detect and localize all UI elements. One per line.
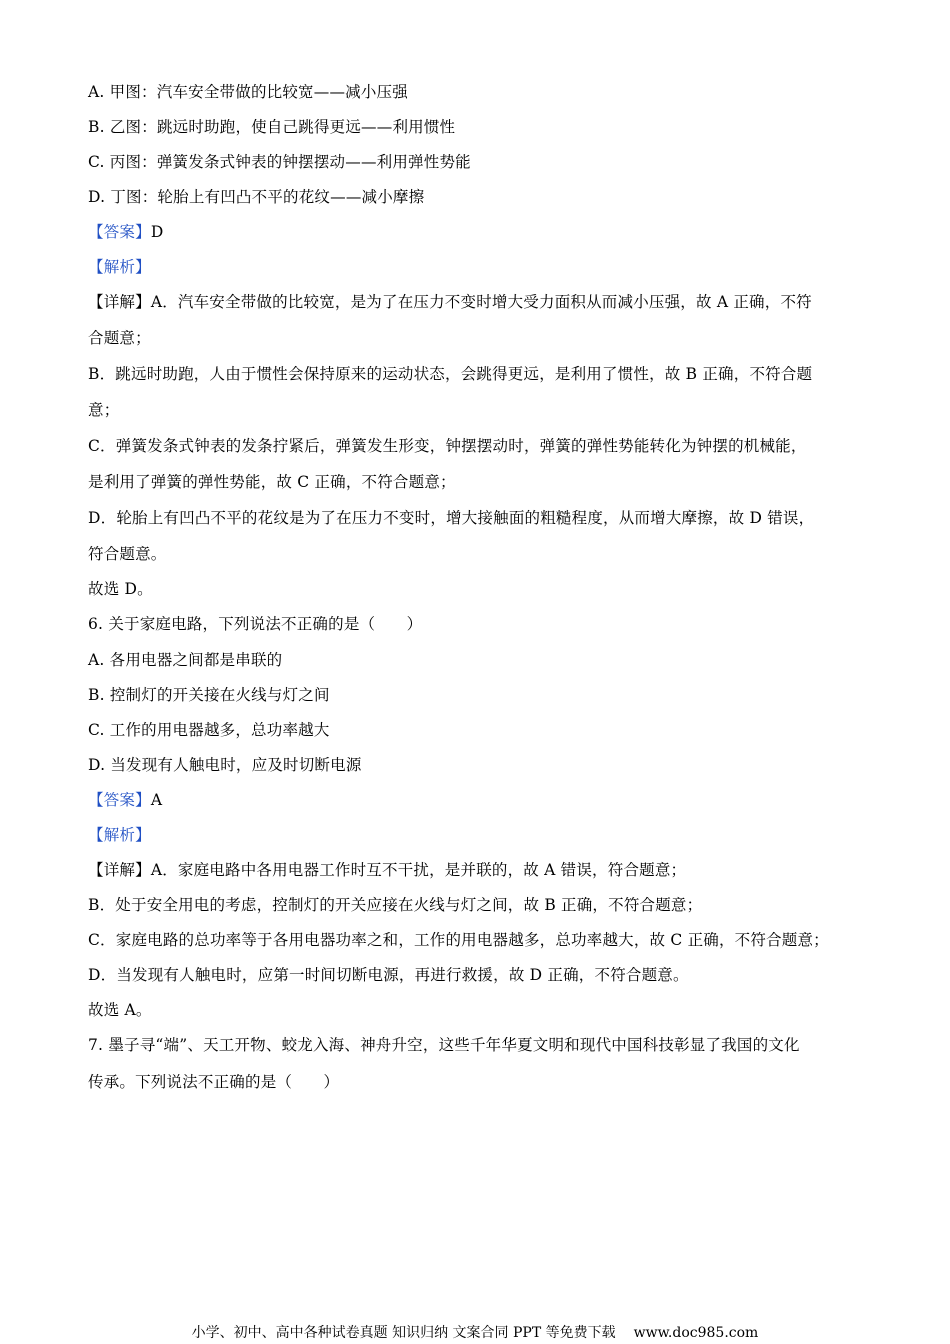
q5-conclusion: 故选 D。 — [88, 580, 153, 598]
q5-detail-line: B．跳远时助跑，人由于惯性会保持原来的运动状态，会跳得更远，是利用了惯性，故 B 正确，不符合题 — [88, 365, 813, 383]
q5-detail-line: 合题意； — [88, 329, 151, 347]
q6-detail-line: D．当发现有人触电时，应第一时间切断电源，再进行救援，故 D 正确，不符合题意。 — [88, 966, 689, 984]
q5-detail-line: C．弹簧发条式钟表的发条拧紧后，弹簧发生形变，钟摆摆动时，弹簧的弹性势能转化为钟摆的机械能， — [88, 437, 807, 455]
q6-answer — [88, 790, 868, 810]
answer-value: A — [150, 791, 163, 809]
q6-conclusion: 故选 A。 — [88, 1001, 152, 1019]
detail-text: A．汽车安全带做的比较宽，是为了在压力不变时增大受力面积从而减小压强，故 A 正确，不符 — [150, 293, 812, 311]
footer-text: 小学、初中、高中各种试卷真题 知识归纳 文案合同 PPT 等免费下载 — [191, 1325, 616, 1341]
q5-option-a: A. 甲图：汽车安全带做的比较宽——减小压强 — [88, 83, 408, 101]
q6-stem: 6. 关于家庭电路，下列说法不正确的是（ ） — [88, 615, 423, 633]
q6-detail-line: B．处于安全用电的考虑，控制灯的开关应接在火线与灯之间，故 B 正确，不符合题意； — [88, 896, 703, 914]
q5-option-b: B. 乙图：跳远时助跑，使自己跳得更远——利用惯性 — [88, 118, 456, 136]
q5-detail-line: D．轮胎上有凹凸不平的花纹是为了在压力不变时，增大接触面的粗糙程度，从而增大摩擦，故 D 错误， — [88, 509, 815, 527]
q5-answer — [88, 222, 868, 242]
analysis-tag: 【解析】 — [88, 826, 151, 844]
q5-analysis-heading — [88, 257, 868, 277]
q6-option-b: B. 控制灯的开关接在火线与灯之间 — [88, 686, 330, 704]
q5-detail-line: 是利用了弹簧的弹性势能，故 C 正确，不符合题意； — [88, 473, 456, 491]
detail-text: A．家庭电路中各用电器工作时互不干扰，是并联的，故 A 错误，符合题意； — [150, 861, 687, 879]
detail-tag: 【详解】 — [88, 861, 151, 879]
q6-option-a: A. 各用电器之间都是串联的 — [88, 651, 283, 669]
detail-tag: 【详解】 — [88, 293, 151, 311]
answer-tag: 【答案】 — [88, 223, 151, 241]
q5-option-d: D. 丁图：轮胎上有凹凸不平的花纹——减小摩擦 — [88, 188, 425, 206]
q5-option-c: C. 丙图：弹簧发条式钟表的钟摆摆动——利用弹性势能 — [88, 153, 471, 171]
q6-analysis-heading — [88, 825, 868, 845]
answer-value: D — [150, 223, 164, 241]
q7-stem-line: 传承。下列说法不正确的是（ ） — [88, 1073, 340, 1091]
q6-option-d: D. 当发现有人触电时，应及时切断电源 — [88, 756, 362, 774]
footer-site-link[interactable]: www.doc985.com — [633, 1325, 759, 1341]
q5-detail-line — [88, 292, 868, 312]
q6-detail-line — [88, 860, 868, 880]
q7-stem-line: 7. 墨子寻“端”、天工开物、蛟龙入海、神舟升空，这些千年华夏文明和现代中国科技彰显了我国的文化 — [88, 1036, 800, 1054]
q6-option-c: C. 工作的用电器越多，总功率越大 — [88, 721, 330, 739]
q5-detail-line: 符合题意。 — [88, 545, 167, 563]
q6-detail-line: C．家庭电路的总功率等于各用电器功率之和，工作的用电器越多，总功率越大，故 C 正确，不符合题意； — [88, 931, 829, 949]
analysis-tag: 【解析】 — [88, 258, 151, 276]
answer-tag: 【答案】 — [88, 791, 151, 809]
q5-detail-line: 意； — [88, 401, 120, 419]
page-footer — [0, 1324, 950, 1342]
